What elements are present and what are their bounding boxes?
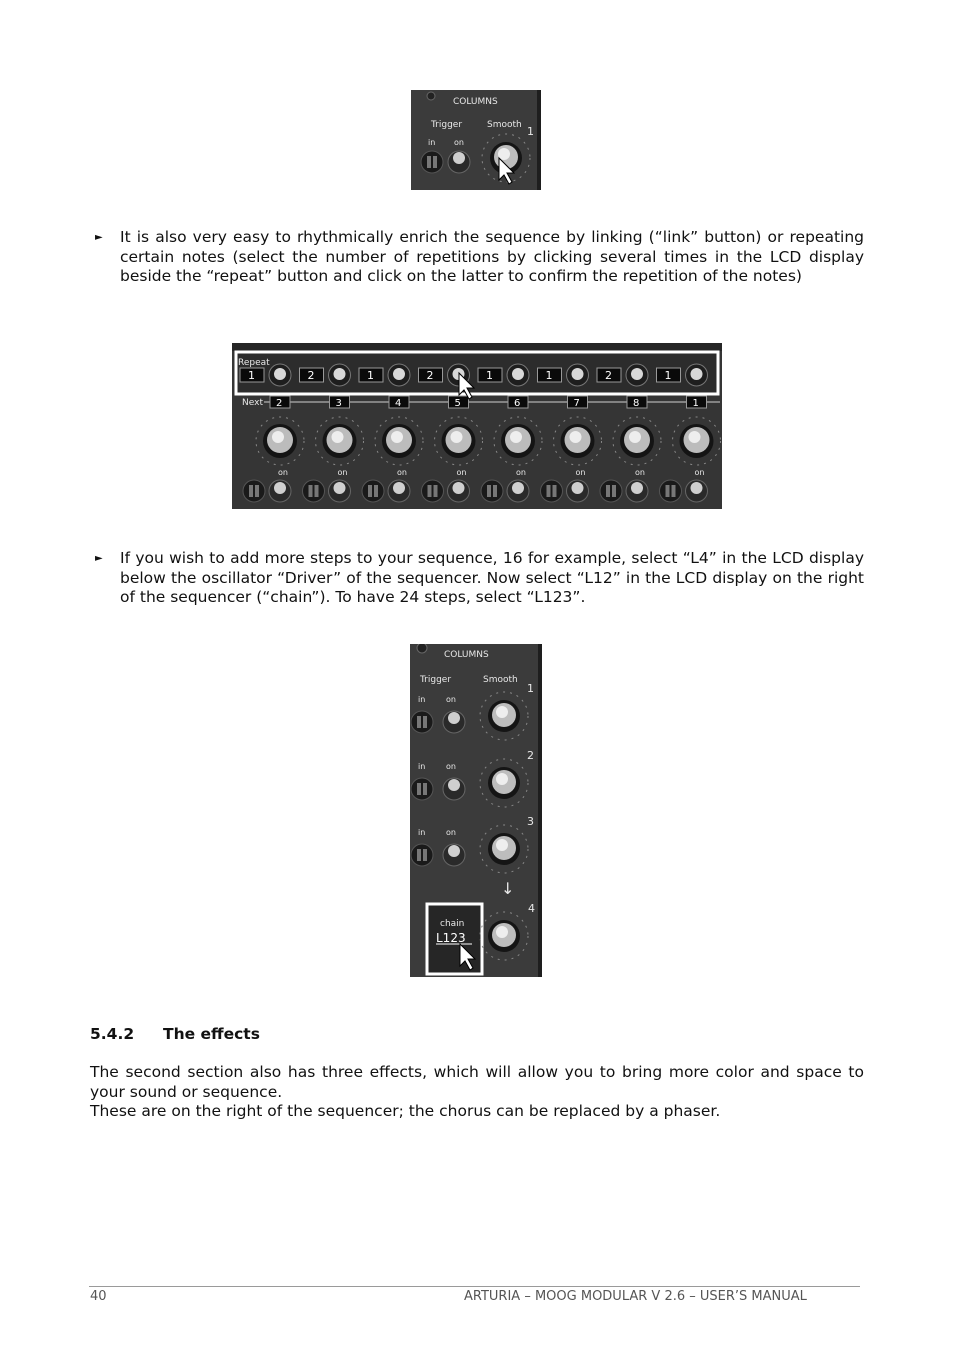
step-on-toggle-icon[interactable] [448,480,470,502]
footer-divider [89,1286,860,1287]
trigger-on-toggle-icon[interactable] [443,844,465,866]
bullet-paragraph-link-repeat: It is also very easy to rhythmically enrich the sequence by linking (“link” button) or repeating certain notes (select the number of repetitions by clicking several times in the LCD display beside the “repeat” button and click on the latter to confirm the repetition of the notes) [120,228,864,285]
repeat-button-icon[interactable] [507,364,529,386]
down-arrow-icon: ↓ [501,879,515,898]
effects-paragraph-1: The second section also has three effects, which will allow you to bring more color and space to your sound or sequence. [90,1063,864,1101]
row-number-1: 1 [527,682,534,695]
repeat-lcd-value[interactable]: 1 [486,369,493,382]
next-lcd-value[interactable]: 4 [395,398,402,409]
chain-lcd-value[interactable]: L123 [436,931,466,945]
step-on-toggle-icon[interactable] [388,480,410,502]
step-on-toggle-icon[interactable] [329,480,351,502]
in-label: in [418,695,426,704]
trigger-label: Trigger [420,675,452,685]
gate-jack-icon[interactable] [481,480,503,502]
bullet-icon: ► [95,232,103,243]
on-label: on [397,468,407,477]
repeat-next-graphic [232,343,722,509]
gate-jack-icon[interactable] [422,480,444,502]
step-on-toggle-icon[interactable] [269,480,291,502]
row-number: 1 [527,125,534,138]
columns-label: COLUMNS [444,650,489,660]
trigger-label: Trigger [431,120,463,130]
gate-jack-icon[interactable] [660,480,682,502]
columns-label: COLUMNS [453,97,498,107]
repeat-button-icon[interactable] [269,364,291,386]
trigger-in-jack-icon[interactable] [411,711,433,733]
repeat-lcd-value[interactable]: 1 [545,369,553,382]
trigger-on-toggle-icon[interactable] [443,711,465,733]
screenshot-columns-module [411,90,541,190]
repeat-button-icon[interactable] [686,364,708,386]
bullet-icon: ► [95,553,103,564]
next-lcd-value[interactable]: 2 [276,398,283,409]
next-lcd-value[interactable]: 5 [454,398,461,409]
repeat-button-icon[interactable] [626,364,648,386]
step-on-toggle-icon[interactable] [567,480,589,502]
repeat-lcd-value[interactable]: 1 [367,369,374,382]
gate-jack-icon[interactable] [541,480,563,502]
row-number-2: 2 [527,749,534,762]
step-on-toggle-icon[interactable] [686,480,708,502]
bullet-paragraph-add-steps: If you wish to add more steps to your sequence, 16 for example, select “L4” in the LCD display below the oscillator “Driver” of the sequencer. Now select “L12” in the LCD display on the right of the sequencer (“chain”). To have 24 steps, select “L123”. [120,549,864,606]
repeat-lcd-value[interactable]: 2 [605,369,612,382]
on-label: on [446,762,456,771]
repeat-lcd-value[interactable]: 1 [248,369,255,382]
gate-jack-icon[interactable] [243,480,265,502]
manual-title: ARTURIA – MOOG MODULAR V 2.6 – USER’S MANUAL [464,1289,807,1304]
step-on-toggle-icon[interactable] [626,480,648,502]
smooth-label: Smooth [487,120,522,130]
repeat-lcd-value[interactable]: 1 [664,369,672,382]
gate-jack-icon[interactable] [303,480,325,502]
repeat-lcd-value[interactable]: 2 [426,369,434,382]
trigger-in-jack-icon[interactable] [421,151,443,173]
columns-module-graphic [411,90,541,190]
on-label: on [456,468,467,477]
next-label: Next [242,398,263,408]
page-number: 40 [90,1289,107,1304]
repeat-label: Repeat [238,358,270,368]
trigger-in-jack-icon[interactable] [411,844,433,866]
gate-jack-icon[interactable] [600,480,622,502]
columns-chain-graphic [410,644,542,977]
repeat-button-icon[interactable] [388,364,410,386]
screenshot-columns-chain [410,644,542,977]
on-label: on [446,695,456,704]
screenshot-repeat-next-row [232,343,722,509]
row-number-3: 3 [527,815,534,828]
chain-label: chain [440,919,465,929]
trigger-on-toggle-icon[interactable] [448,151,470,173]
in-label: in [428,138,436,147]
trigger-on-toggle-icon[interactable] [443,778,465,800]
on-label: on [516,468,526,477]
trigger-in-jack-icon[interactable] [411,778,433,800]
on-label: on [454,138,464,147]
next-lcd-value[interactable]: 3 [335,398,342,409]
on-label: on [278,468,288,477]
step-on-toggle-icon[interactable] [507,480,529,502]
section-number: 5.4.2 [90,1025,135,1043]
in-label: in [418,762,426,771]
section-title: The effects [163,1025,260,1043]
gate-jack-icon[interactable] [362,480,384,502]
on-label: on [446,828,456,837]
next-lcd-value[interactable]: 6 [514,398,521,409]
on-label: on [635,468,645,477]
repeat-lcd-value[interactable]: 2 [307,369,315,382]
on-label: on [575,468,586,477]
on-label: on [337,468,348,477]
repeat-button-icon[interactable] [329,364,351,386]
row-number-4: 4 [528,902,535,915]
smooth-label: Smooth [483,675,518,685]
in-label: in [418,828,426,837]
repeat-button-icon[interactable] [567,364,589,386]
next-lcd-value[interactable]: 8 [633,398,640,409]
on-label: on [694,468,705,477]
next-lcd-value[interactable]: 7 [573,398,580,409]
effects-paragraph-2: These are on the right of the sequencer; the chorus can be replaced by a phaser. [90,1102,721,1120]
next-lcd-value[interactable]: 1 [692,398,699,409]
